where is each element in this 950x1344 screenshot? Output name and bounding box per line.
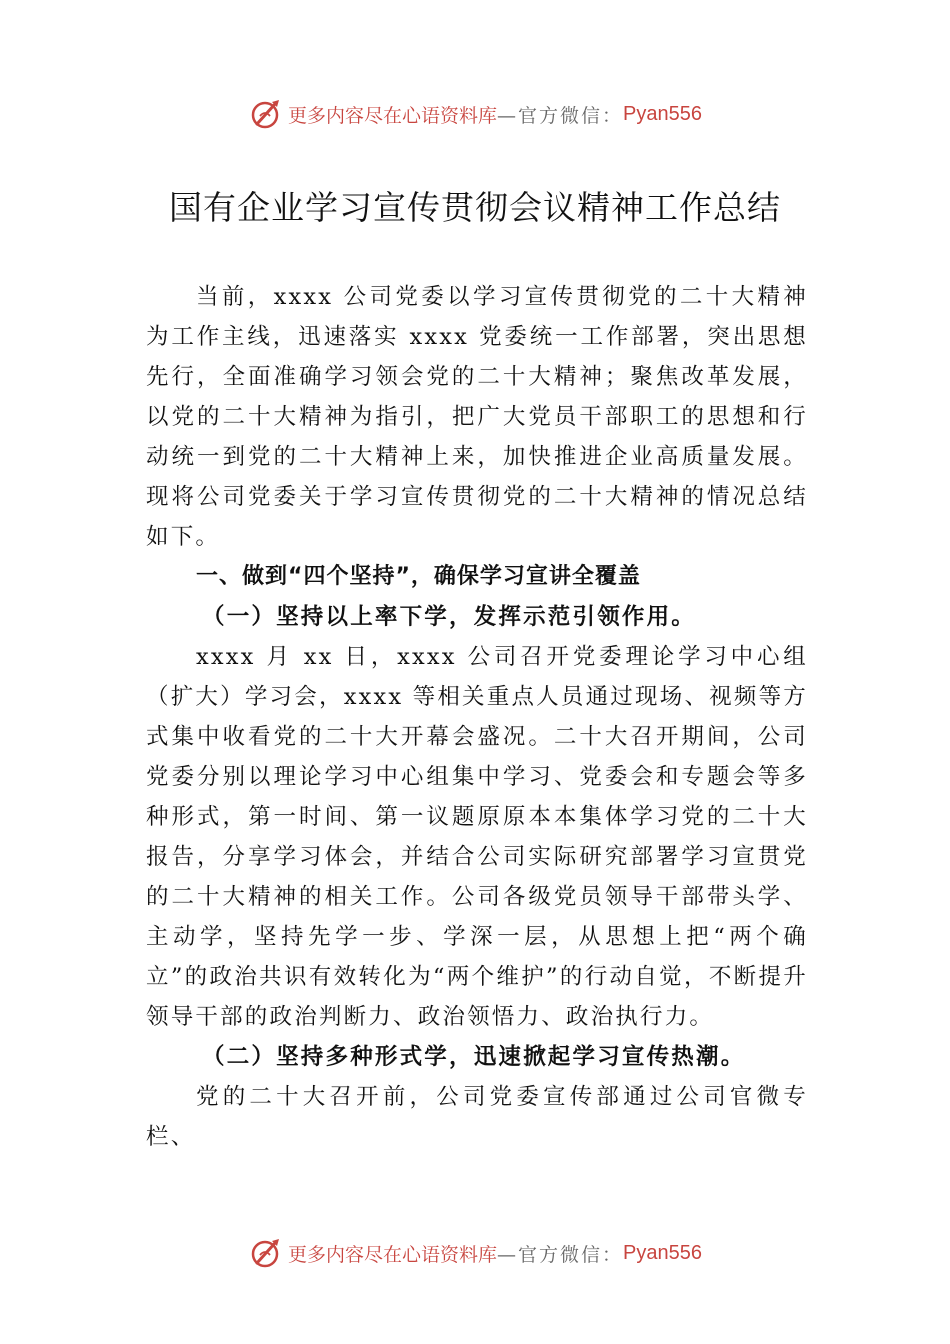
body-paragraph-1: xxxx 月 xx 日，xxxx 公司召开党委理论学习中心组（扩大）学习会，xxxx 等相关重点人员通过现场、视频等方式集中收看党的二十大开幕会盛况。二十大召开期间，公司党委分别以理论学习中心组集中学习、党委会和专题会等多种形式，第一时间、第一议题原原本本集体学习党的二十大报告，分享学习体会，并结合公司实际研究部署学习宣贯党的二十大精神的相关工作。公司各级党员领导干部带头学、主动学，坚持先学一步、学深一层，从思想上把“两个确立”的政治共识有效转化为“两个维护”的行动自觉，不断提升领导干部的政治判断力、政治领悟力、政治执行力。 bbox=[146, 644, 808, 1030]
subsection-heading-1: （一）坚持以上率下学，发挥示范引领作用。 bbox=[202, 604, 697, 630]
banner-main-text: 更多内容尽在心语资料库 bbox=[288, 104, 498, 127]
banner-wechat-id: Pyan556 bbox=[623, 102, 702, 125]
banner-main-text: 更多内容尽在心语资料库 bbox=[288, 1243, 498, 1266]
pen-seal-icon bbox=[248, 1235, 284, 1271]
pen-seal-icon bbox=[248, 96, 284, 132]
body-paragraph-2: 党的二十大召开前，公司党委宣传部通过公司官微专栏、 bbox=[146, 1084, 808, 1150]
document-body bbox=[146, 277, 808, 1157]
banner-wechat-id: Pyan556 bbox=[623, 1241, 702, 1264]
header-banner bbox=[0, 94, 950, 134]
intro-paragraph: 当前，xxxx 公司党委以学习宣传贯彻党的二十大精神为工作主线，迅速落实 xxxx 党委统一工作部署，突出思想先行，全面准确学习领会党的二十大精神；聚焦改革发展，以党的二十大精神为指引，把广大党员干部职工的思想和行动统一到党的二十大精神上来，加快推进企业高质量发展。现将公司党委关于学习宣传贯彻党的二十大精神的情况总结如下。 bbox=[146, 284, 808, 550]
banner-separator-text: —官方微信： bbox=[497, 1243, 624, 1266]
document-title: 国有企业学习宣传贯彻会议精神工作总结 bbox=[169, 188, 781, 227]
subsection-heading-2: （二）坚持多种形式学，迅速掀起学习宣传热潮。 bbox=[202, 1044, 746, 1070]
footer-banner bbox=[0, 1233, 950, 1273]
banner-separator-text: —官方微信： bbox=[497, 104, 624, 127]
section-heading-1: 一、做到“四个坚持”，确保学习宣讲全覆盖 bbox=[196, 564, 641, 589]
